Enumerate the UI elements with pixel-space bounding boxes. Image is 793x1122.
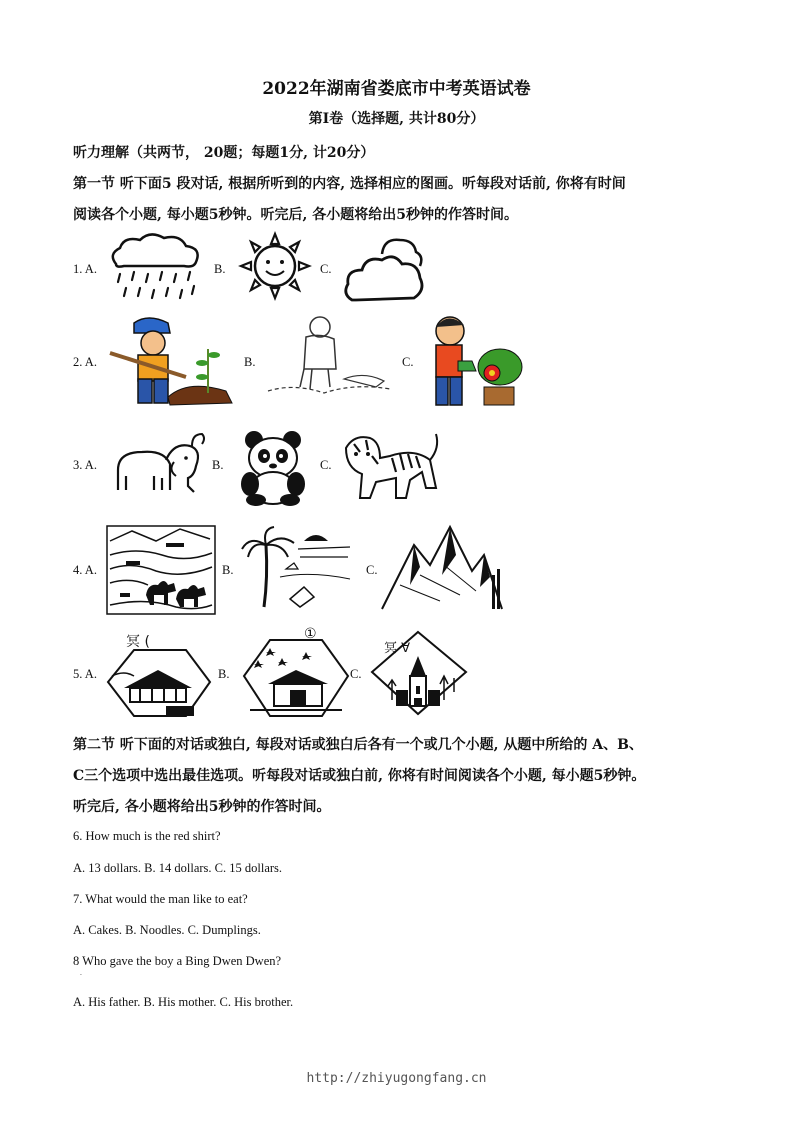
question-8-options: A. His father. B. His mother. C. His brother. [73,995,294,1009]
q3-label-b: B. [212,458,224,472]
svg-text:冥 (: 冥 ( [126,634,150,650]
sun-icon [237,230,313,302]
q4-label-a: 4. A. [73,563,97,577]
part2-instructions-line3: 听完后, 各小题将给出5秒钟的作答时间。 [73,799,331,815]
q2-label-c: C. [402,355,414,369]
church-emblem-icon [370,630,468,716]
boy-watering-flowers-icon [428,313,522,409]
svg-text:冥 ∀: 冥 ∀ [384,641,411,656]
part2-instructions-line2: C三个选项中选出最佳选项。听每段对话或独白前, 你将有时间阅读各个小题, 每小题5秒钟。 [73,768,646,784]
q2-label-b: B. [244,355,256,369]
q1-label-c: C. [320,262,332,276]
stray-mark: . [80,970,82,977]
part2-instructions-line1: 第二节 听下面的对话或独白, 每段对话或独白后各有一个或几个小题, 从题中所给的 A、B、 [73,737,643,753]
cloud-icon [342,234,424,304]
q5-label-b: B. [218,667,230,681]
temple-emblem-icon [242,626,350,720]
person-washing-clothes-icon [264,313,396,405]
q4-label-b: B. [222,563,234,577]
q3-label-c: C. [320,458,332,472]
tiger-icon [340,428,448,504]
question-6: 6. How much is the red shirt? [73,829,221,843]
q2-label-a: 2. A. [73,355,97,369]
rain-cloud-icon [106,232,201,304]
paper-subtitle: 第I卷（选择题, 共计80分） [308,111,485,127]
question-7-options: A. Cakes. B. Noodles. C. Dumplings. [73,923,261,937]
q5-label-c: C. [350,667,362,681]
q4-label-c: C. [366,563,378,577]
panda-icon [238,428,308,506]
svg-text:①: ① [304,626,317,642]
q1-label-b: B. [214,262,226,276]
question-8: 8 Who gave the boy a Bing Dwen Dwen? [73,954,282,968]
beach-palm-icon [240,527,352,611]
chinese-landmark-emblem-icon [104,626,212,720]
page-title: 2022年湖南省娄底市中考英语试卷 [262,79,531,99]
section-heading: 听力理解（共两节， 20题；每题1分, 计20分） [73,145,375,161]
desert-camels-icon [106,525,216,615]
question-7: 7. What would the man like to eat? [73,892,248,906]
question-6-options: A. 13 dollars. B. 14 dollars. C. 15 dollars. [73,861,283,875]
part1-instructions-line2: 阅读各个小题, 每小题5秒钟。听完后, 各小题将给出5秒钟的作答时间。 [73,207,518,223]
q1-label-a: 1. A. [73,262,97,276]
q3-label-a: 3. A. [73,458,97,472]
q5-label-a: 5. A. [73,667,97,681]
mountains-icon [380,525,504,611]
boy-planting-tree-icon [108,313,240,409]
footer-url[interactable]: http://zhiyugongfang.cn [306,1071,487,1086]
elephant-icon [108,430,208,504]
part1-instructions-line1: 第一节 听下面5 段对话, 根据所听到的内容, 选择相应的图画。听每段对话前, 你将有时间 [73,176,626,192]
